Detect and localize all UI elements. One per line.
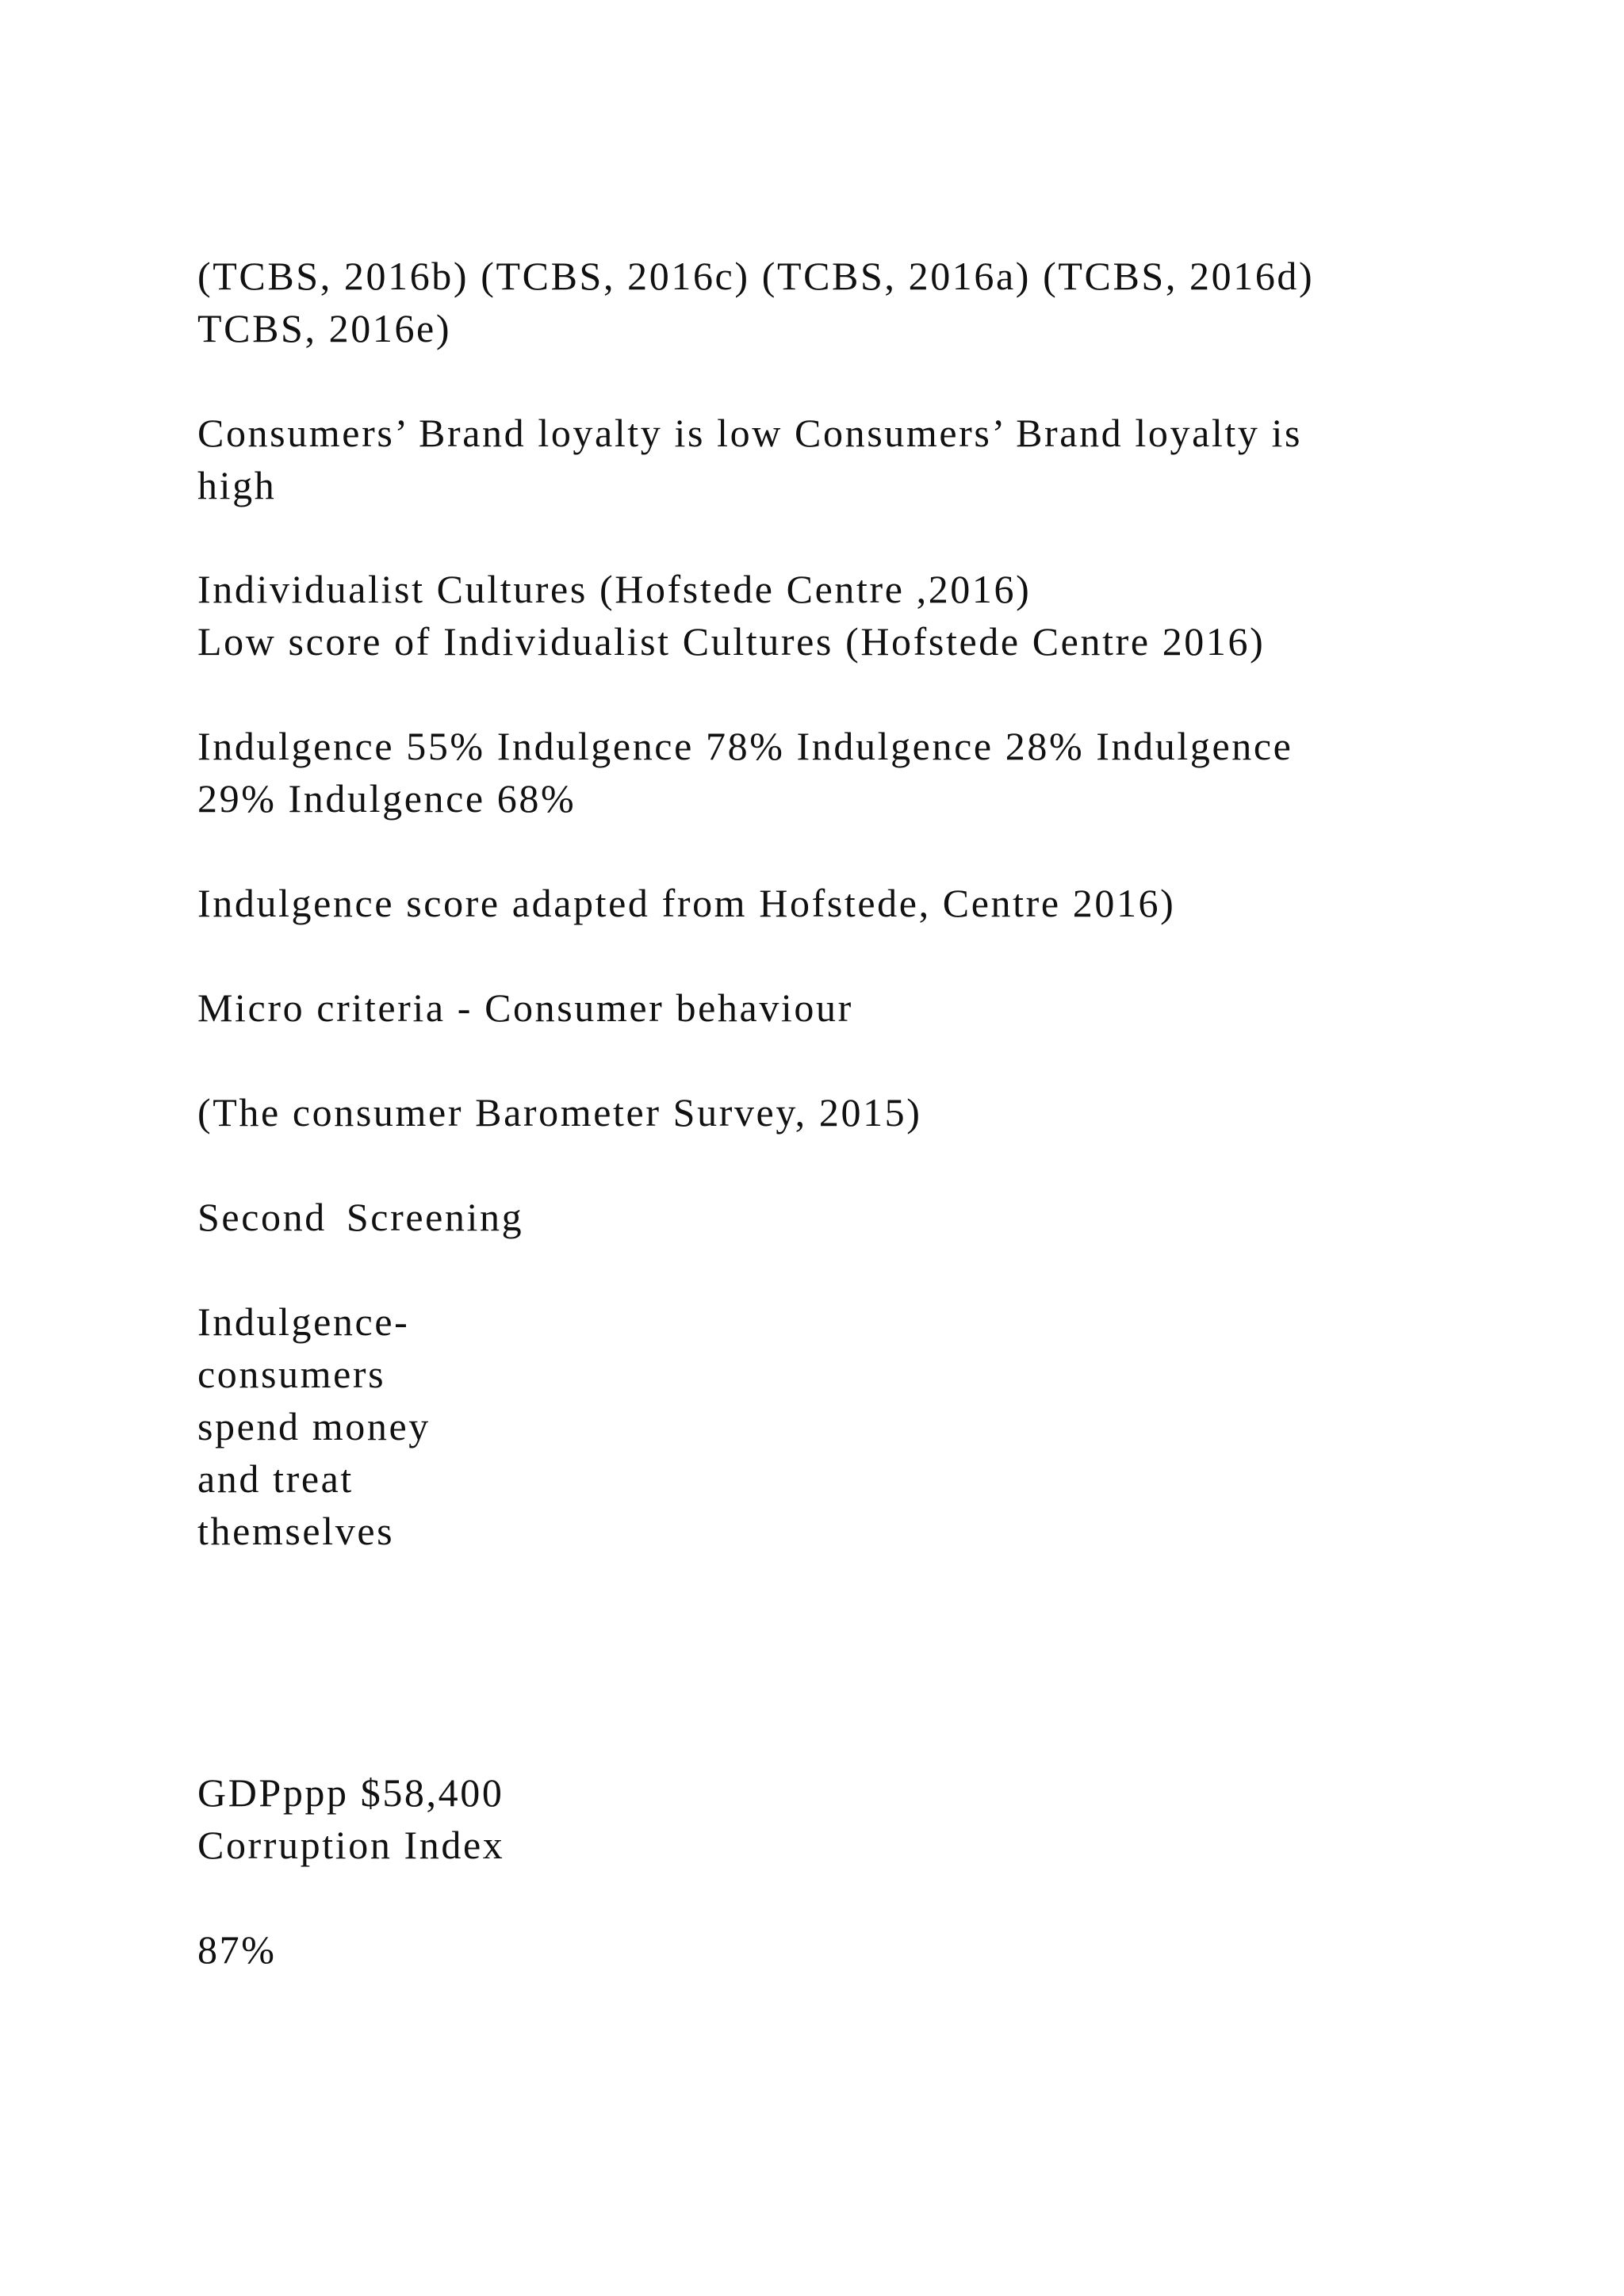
indulgence-source-paragraph: Indulgence score adapted from Hofstede, Centre 2016) xyxy=(197,881,1176,925)
second-screening-heading: Second Screening xyxy=(197,1195,524,1239)
citations-paragraph: (TCBS, 2016b) (TCBS, 2016c) (TCBS, 2016a) (TCBS, 2016d) TCBS, 2016e) xyxy=(197,254,1315,350)
brand-loyalty-paragraph: Consumers’ Brand loyalty is low Consumers’ Brand loyalty is high xyxy=(197,411,1303,507)
gdp-corruption-paragraph: GDPppp $58,400 Corruption Index xyxy=(197,1770,505,1867)
individualist-cultures-paragraph: Individualist Cultures (Hofstede Centre ,2016) Low score of Individualist Cultures (Hofstede Centre 2016) xyxy=(197,567,1266,664)
barometer-survey-citation: (The consumer Barometer Survey, 2015) xyxy=(197,1090,922,1135)
percent-value: 87% xyxy=(197,1927,277,1972)
micro-criteria-heading: Micro criteria - Consumer behaviour xyxy=(197,985,853,1030)
indulgence-definition-paragraph: Indulgence- consumers spend money and treat themselves xyxy=(197,1299,431,1553)
indulgence-scores-paragraph: Indulgence 55% Indulgence 78% Indulgence 28% Indulgence 29% Indulgence 68% xyxy=(197,724,1293,821)
